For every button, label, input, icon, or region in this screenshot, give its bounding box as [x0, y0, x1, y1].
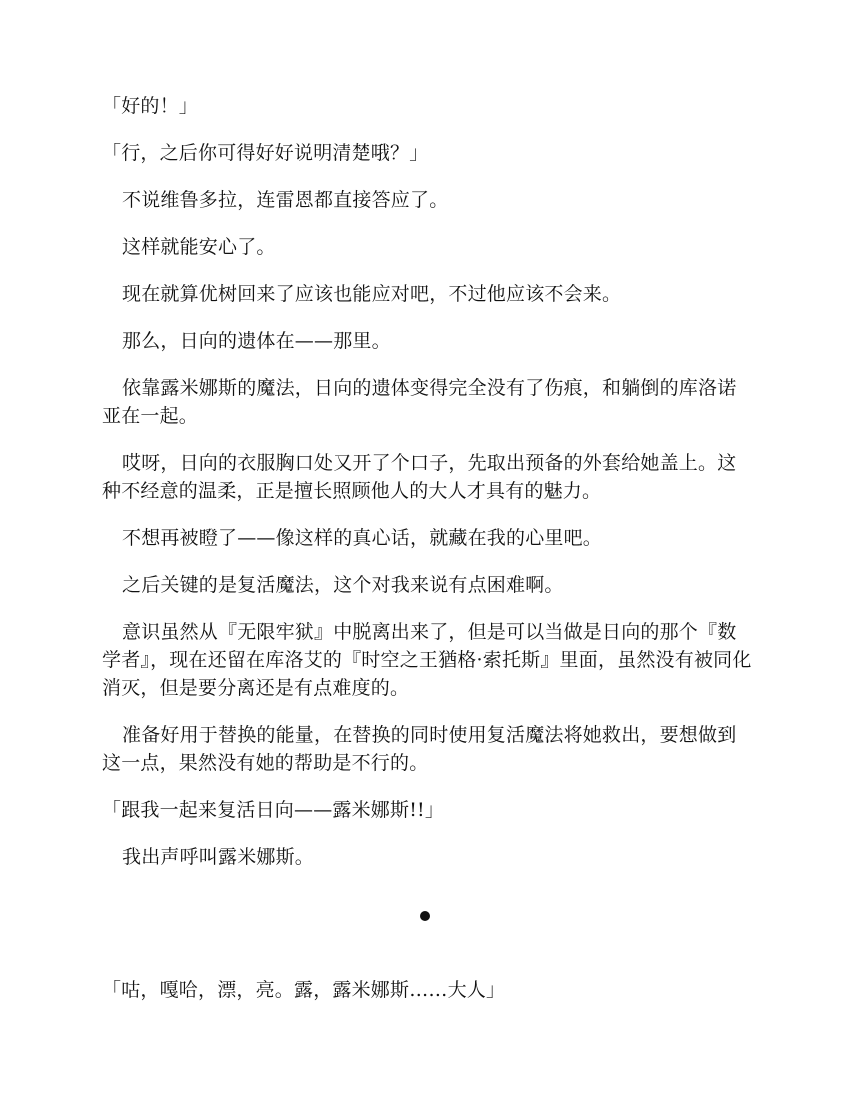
paragraph-narration: 之后关键的是复活魔法，这个对我来说有点困难啊。 — [122, 574, 564, 596]
paragraph-narration: 不说维鲁多拉，连雷恩都直接答应了。 — [122, 189, 449, 211]
paragraph-narration: 这样就能安心了。 — [122, 236, 276, 258]
paragraph-narration: 我出声呼叫露米娜斯。 — [122, 846, 315, 868]
paragraph-narration: 不想再被瞪了——像这样的真心话，就藏在我的心里吧。 — [122, 527, 603, 549]
document-page — [102, 92, 752, 1023]
separator-bullet-icon — [420, 911, 430, 921]
section-separator — [102, 903, 752, 931]
paragraph-dialogue: 「跟我一起来复活日向——露米娜斯!!」 — [102, 799, 445, 821]
paragraph-dialogue: 「行，之后你可得好好说明清楚哦？」 — [102, 142, 429, 164]
paragraph-narration: 依靠露米娜斯的魔法，日向的遗体变得完全没有了伤痕，和躺倒的库洛诺亚在一起。 — [102, 377, 737, 427]
paragraph-narration: 准备好用于替换的能量，在替换的同时使用复活魔法将她救出，要想做到这一点，果然没有她的帮助是不行的。 — [102, 724, 737, 774]
paragraph-narration: 那么，日向的遗体在——那里。 — [122, 330, 391, 352]
paragraph-narration: 哎呀，日向的衣服胸口处又开了个口子，先取出预备的外套给她盖上。这种不经意的温柔，正是擅长照顾他人的大人才具有的魅力。 — [102, 452, 737, 502]
paragraph-dialogue: 「咕，嘎哈，漂，亮。露，露米娜斯……大人」 — [102, 979, 506, 1001]
paragraph-narration: 现在就算优树回来了应该也能应对吧，不过他应该不会来。 — [122, 283, 622, 305]
paragraph-dialogue: 「好的！」 — [102, 95, 199, 117]
paragraph-narration: 意识虽然从『无限牢狱』中脱离出来了，但是可以当做是日向的那个『数学者』，现在还留在库洛艾的『时空之王猶格·索托斯』里面，虽然没有被同化消灭，但是要分离还是有点难度的。 — [102, 621, 752, 699]
